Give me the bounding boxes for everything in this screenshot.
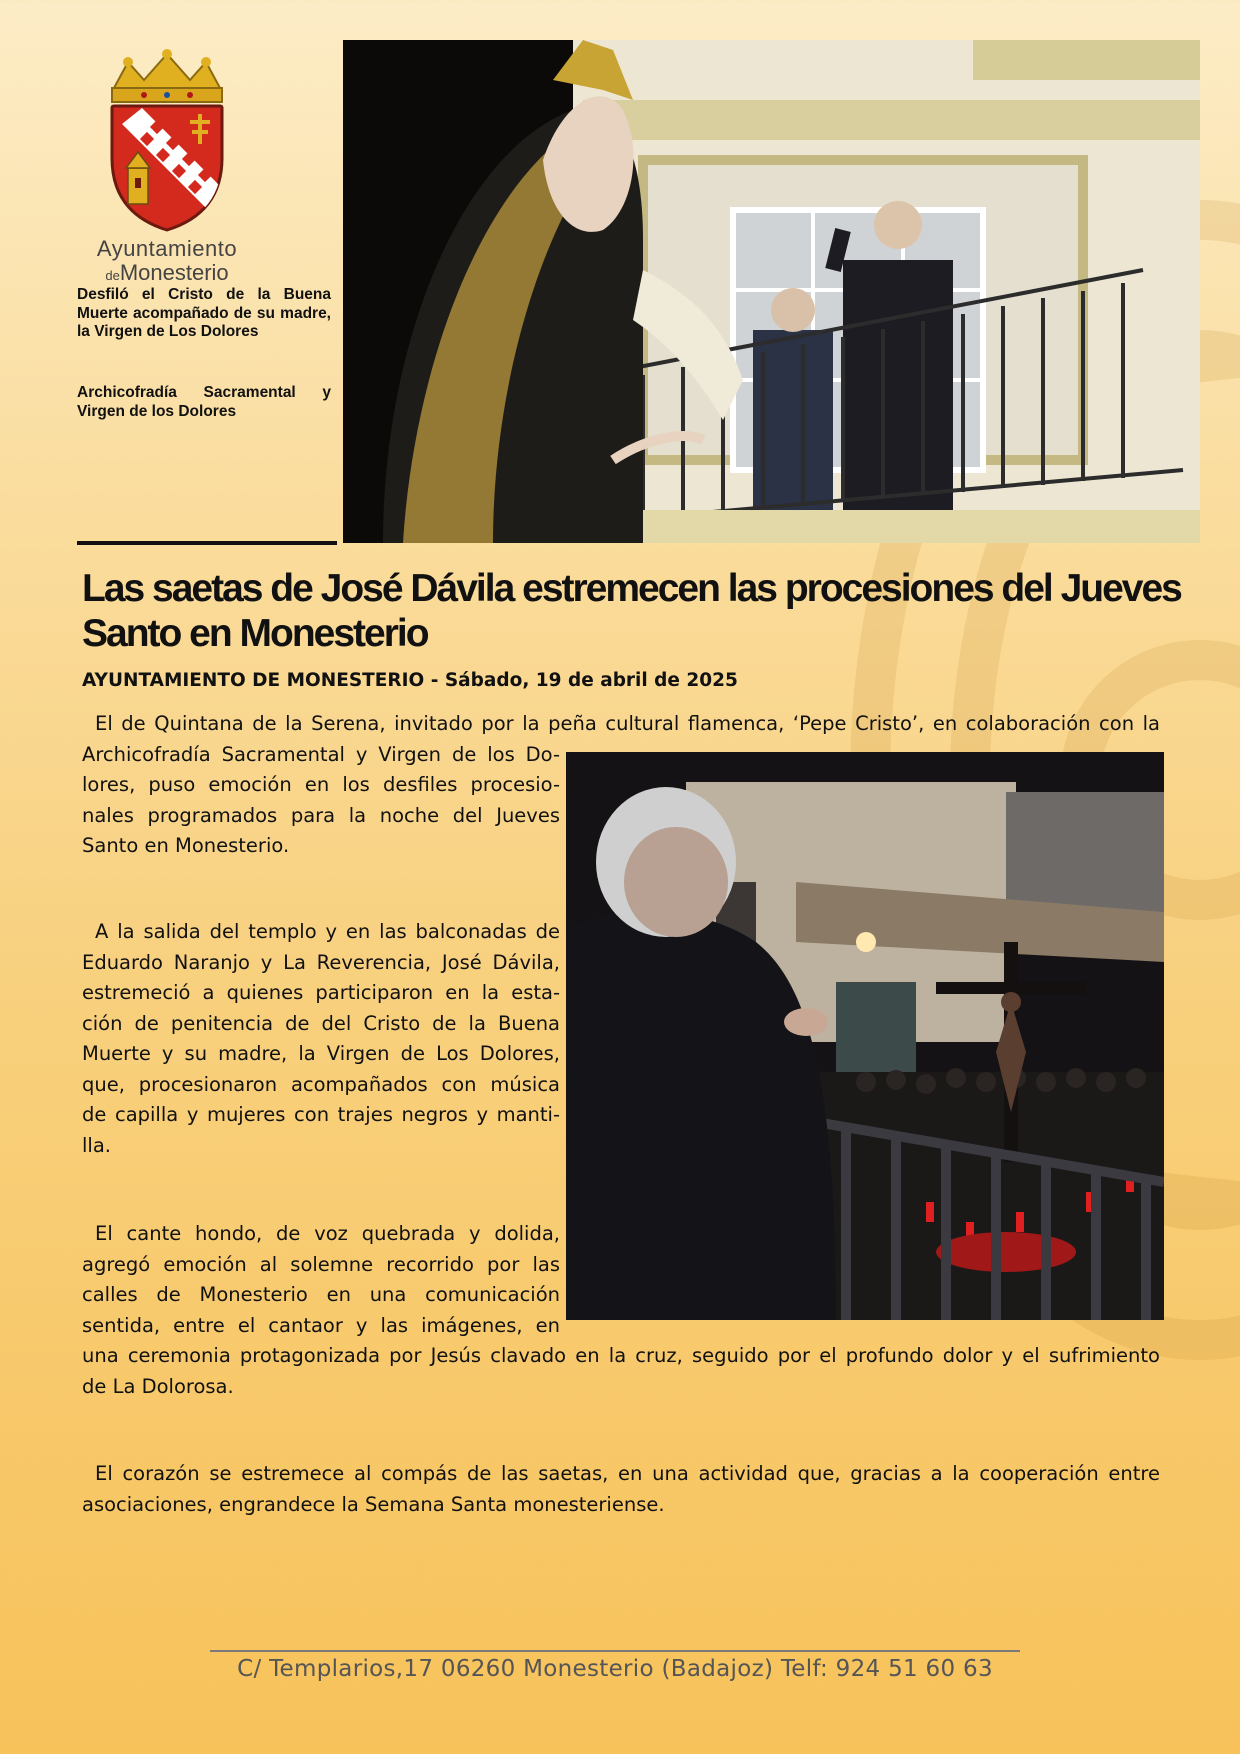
- paragraph-line: una ceremonia protagonizada por Jesús clavado en la cruz, seguido por el profundo dolor y el sufrimiento: [82, 1344, 1160, 1367]
- coat-of-arms-icon: [92, 48, 242, 238]
- paragraph-line: lores, puso emoción en los desfiles procesio-: [82, 773, 560, 796]
- paragraph-line: A la salida del templo y en las balconadas de: [95, 920, 560, 943]
- paragraph-line: estremeció a quienes participaron en la esta-: [82, 981, 560, 1004]
- paragraph-line: sentida, entre el cantaor y las imágenes, en: [82, 1313, 560, 1337]
- paragraph-line: El de Quintana de la Serena, invitado por la peña cultural flamenca, ‘Pepe Cristo’, en colaboración con la: [95, 712, 1160, 735]
- footer-divider: [210, 1650, 1020, 1652]
- paragraph-line: lla.: [82, 1133, 111, 1157]
- footer-address: C/ Templarios,17 06260 Monesterio (Badajoz) Telf: 924 51 60 63: [237, 1656, 993, 1682]
- logo-text-line1: Ayuntamiento: [96, 236, 238, 261]
- article-paragraph-4: [82, 1459, 1160, 1520]
- article-paragraph-2: [82, 917, 560, 1161]
- article-dateline: AYUNTAMIENTO DE MONESTERIO - Sábado, 19 de abril de 2025: [82, 670, 738, 691]
- municipality-logo: [92, 48, 242, 288]
- paragraph-line: de La Dolorosa.: [82, 1374, 234, 1398]
- paragraph-line: que, procesionaron acompañados con música: [82, 1072, 560, 1096]
- paragraph-line: calles de Monesterio en una comunicación: [82, 1283, 560, 1306]
- logo-text-line2: [92, 260, 242, 286]
- photo-virgin-and-balcony: [343, 40, 1200, 543]
- article-headline: Las saetas de José Dávila estremecen las procesiones del Jueves Santo en Monesterio: [82, 567, 1181, 655]
- paragraph-line: agregó emoción al solemne recorrido por las: [82, 1252, 560, 1276]
- sidebar-divider: [77, 541, 337, 545]
- paragraph-line: Eduardo Naranjo y La Reverencia, José Dávila,: [82, 950, 560, 974]
- sidebar-note-brotherhood: Archicofradía Sacramental y Virgen de los Dolores: [77, 384, 331, 420]
- paragraph-line: El corazón se estremece al compás de las saetas, en una actividad que, gracias a la cooperación entre: [95, 1462, 1160, 1485]
- paragraph-line: ción de penitencia de del Cristo de la Buena: [82, 1011, 560, 1035]
- photo-singer-and-crucifix: [566, 752, 1164, 1320]
- logo-text-prefix: de: [105, 268, 120, 283]
- paragraph-line: Santo en Monesterio.: [82, 834, 290, 857]
- sidebar-note-procession: Desfiló el Cristo de la Buena Muerte acompañado de su madre, la Virgen de Los Dolores: [77, 286, 331, 340]
- paragraph-line: asociaciones, engrandece la Semana Santa monesteriense.: [82, 1492, 665, 1516]
- logo-text-town: Monesterio: [119, 260, 229, 285]
- paragraph-line: nales programados para la noche del Jueves: [82, 803, 560, 827]
- paragraph-line: Muerte y su madre, la Virgen de Los Dolores,: [82, 1042, 560, 1065]
- paragraph-line: de capilla y mujeres con trajes negros y manti-: [82, 1103, 560, 1126]
- paragraph-line: Archicofradía Sacramental y Virgen de los Do-: [82, 742, 560, 766]
- paragraph-line: El cante hondo, de voz quebrada y dolida,: [95, 1222, 560, 1245]
